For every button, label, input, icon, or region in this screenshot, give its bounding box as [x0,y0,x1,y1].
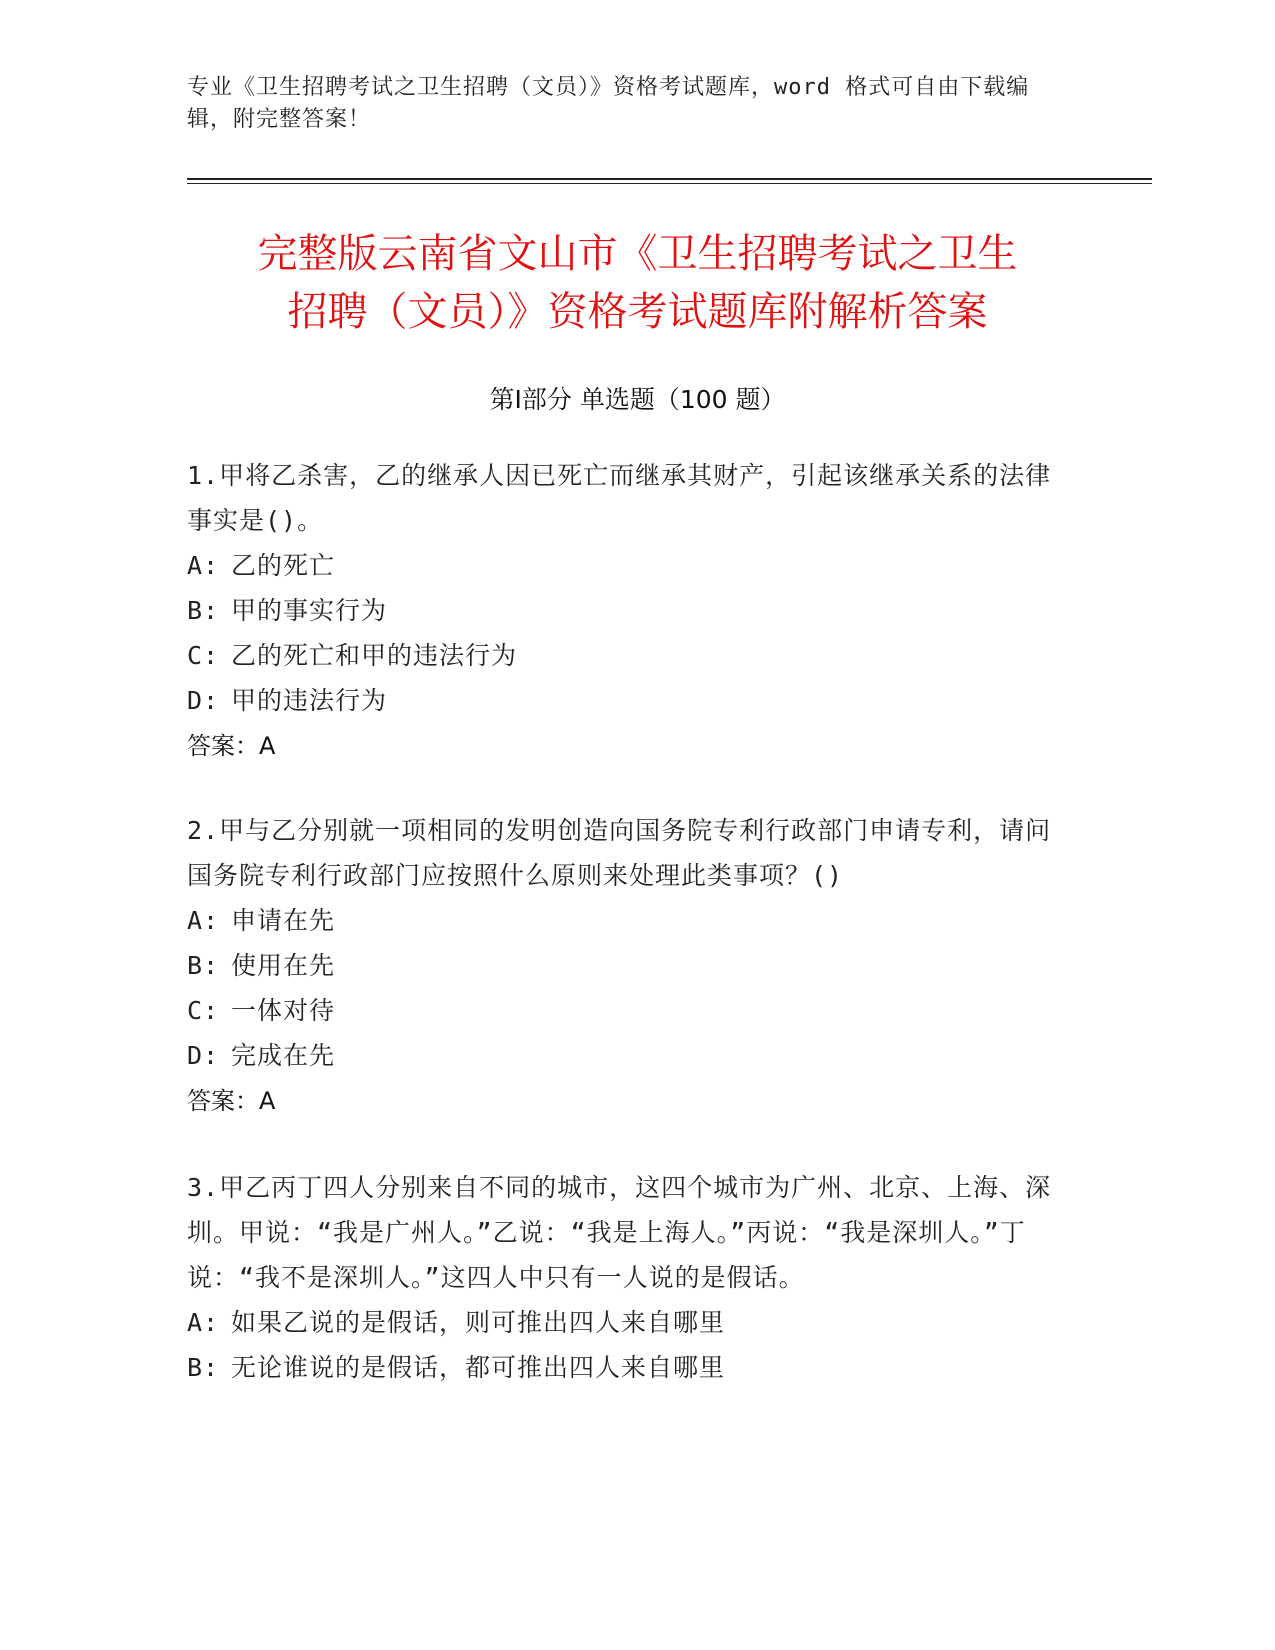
option-text: 一体对待 [231,996,336,1025]
option-text: 甲的事实行为 [231,596,388,625]
option-key: B: [187,596,220,625]
option-text: 无论谁说的是假话，都可推出四人来自哪里 [231,1353,726,1382]
option-text: 如果乙说的是假话，则可推出四人来自哪里 [231,1308,726,1337]
question-text: 1.甲将乙杀害，乙的继承人因已死亡而继承其财产，引起该继承关系的法律事实是()。 [187,461,1052,535]
document-title [150,225,1125,341]
option-key: C: [187,641,220,670]
option-b [187,1345,1067,1390]
header-note: 专业《卫生招聘考试之卫生招聘（文员）》资格考试题库，word 格式可自由下载编辑，附完整答案！ [187,75,1030,132]
section-title: 第Ⅰ部分 单选题（100 题） [489,385,786,414]
option-key: D: [187,686,220,715]
option-key: A: [187,1308,220,1337]
option-text: 乙的死亡和甲的违法行为 [231,641,518,670]
option-d [187,678,1067,723]
question-1 [187,453,1067,769]
header-rule-thin [187,183,1152,184]
document-title-line-1: 完整版云南省文山市《卫生招聘考试之卫生 [257,231,1018,277]
option-text: 乙的死亡 [231,551,336,580]
option-a [187,898,1067,943]
option-a [187,543,1067,588]
question-2 [187,808,1067,1124]
option-text: 申请在先 [231,906,336,935]
option-key: A: [187,906,220,935]
option-c [187,633,1067,678]
option-d [187,1033,1067,1078]
question-3 [187,1165,1067,1390]
option-a [187,1300,1067,1345]
option-key: C: [187,996,220,1025]
header-rule-thick [187,178,1152,180]
option-text: 完成在先 [231,1041,336,1070]
option-b [187,943,1067,988]
option-key: A: [187,551,220,580]
option-text: 使用在先 [231,951,336,980]
question-text: 2.甲与乙分别就一项相同的发明创造向国务院专利行政部门申请专利，请问国务院专利行政部门应按照什么原则来处理此类事项？() [187,816,1052,890]
answer-line: 答案：A [187,732,276,760]
option-key: D: [187,1041,220,1070]
option-c [187,988,1067,1033]
option-b [187,588,1067,633]
answer-line: 答案：A [187,1087,276,1115]
option-text: 甲的违法行为 [231,686,388,715]
question-text: 3.甲乙丙丁四人分别来自不同的城市，这四个城市为广州、北京、上海、深圳。甲说：“我是广州人。”乙说：“我是上海人。”丙说：“我是深圳人。”丁说：“我不是深圳人。”这四人中只有一人说的是假话。 [187,1173,1052,1292]
document-title-line-2: 招聘（文员）》资格考试题库附解析答案 [287,289,988,335]
option-key: B: [187,951,220,980]
option-key: B: [187,1353,220,1382]
